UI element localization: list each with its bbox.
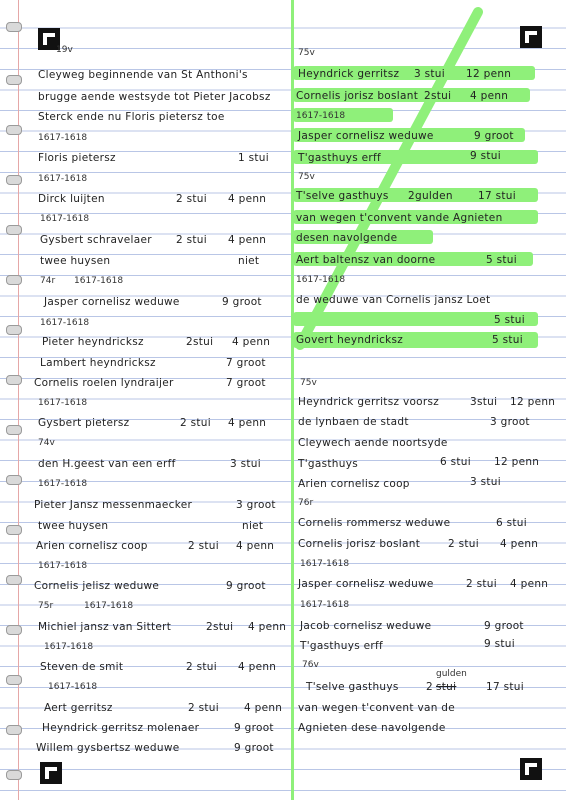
entry-text: den H.geest van een erff (38, 458, 176, 470)
entry-text: de weduwe van Cornelis jansz Loet (296, 294, 491, 306)
entry-text: Aert baltensz van doorne (296, 254, 436, 266)
entry-amount: 4 penn (238, 661, 277, 673)
year-label: 1617-1618 (296, 111, 346, 121)
entry-amount: 9 stui (484, 638, 515, 650)
entry-amount: 2stui (186, 336, 214, 348)
entry-amount: 4 penn (232, 336, 271, 348)
entry-amount: 3stui (470, 396, 498, 408)
entry-text: Heyndrick gerritsz (298, 68, 400, 80)
entry-amount: 2 stui (448, 538, 479, 550)
entry-text: Cornelis jorisz boslant (298, 538, 421, 550)
entry-text: T'selve gasthuys (296, 190, 389, 202)
entry-amount: 4 penn (236, 540, 275, 552)
entry-text: van wegen t'convent vande Agnieten (296, 212, 503, 224)
year-label: 1617-1618 (296, 275, 346, 285)
struck-word: stui (436, 681, 457, 693)
entry-amount: 5 stui (494, 314, 525, 326)
entry-text: T'selve gasthuys (306, 681, 399, 693)
entry-amount: 4 penn (470, 90, 509, 102)
entry-amount: 2 (426, 681, 433, 693)
entry-text: van wegen t'convent van de (298, 702, 456, 714)
folio-number: 75v (298, 172, 315, 182)
interlinear-insert: gulden (436, 669, 467, 679)
year-label: 1617-1618 (38, 174, 88, 184)
entry-amount: 4 penn (248, 621, 287, 633)
year-label: 1617-1618 (38, 133, 88, 143)
entry-text: Jasper cornelisz weduwe (44, 296, 180, 308)
entry-amount: 2 stui (180, 417, 211, 429)
entry-amount: 4 penn (228, 417, 267, 429)
entry-amount: 9 groot (474, 130, 514, 142)
entry-amount: 3 stui (230, 458, 261, 470)
entry-text: Pieter Jansz messenmaecker (34, 499, 193, 511)
entry-amount: 12 penn (510, 396, 556, 408)
entry-amount: 5 stui (486, 254, 517, 266)
entry-amount: 2stui (206, 621, 234, 633)
entry-amount: 9 stui (470, 150, 501, 162)
entry-amount: 6 stui (440, 456, 471, 468)
entry-text: Cornelis rommersz weduwe (298, 517, 451, 529)
year-label: 1617-1618 (38, 479, 88, 489)
year-label: 1617-1618 (38, 561, 88, 571)
entry-amount: 17 stui (486, 681, 524, 693)
entry-text: Jasper cornelisz weduwe (298, 578, 434, 590)
entry-text: Floris pietersz (38, 152, 116, 164)
entry-amount: 9 groot (234, 722, 274, 734)
entry-amount: 7 groot (226, 357, 266, 369)
entry-text: Michiel jansz van Sittert (38, 621, 172, 633)
entry-amount: 7 groot (226, 377, 266, 389)
entry-text: Heyndrick gerritsz voorsz (298, 396, 440, 408)
entry-amount: 2 stui (188, 702, 219, 714)
entry-amount: 9 groot (222, 296, 262, 308)
entry-amount: 2stui (424, 90, 452, 102)
entry-text: Heyndrick gerritsz molenaer (42, 722, 200, 734)
entry-text: Lambert heyndricksz (40, 357, 156, 369)
entry-text: Agnieten dese navolgende (298, 722, 446, 734)
entry-text: Steven de smit (40, 661, 124, 673)
entry-amount: 9 groot (484, 620, 524, 632)
year-label: 1617-1618 (84, 601, 134, 611)
entry-text: T'gasthuys (298, 458, 358, 470)
entry-text: Willem gysbertsz weduwe (36, 742, 180, 754)
entry-amount: 3 groot (490, 416, 530, 428)
entry-amount: 6 stui (496, 517, 527, 529)
entry-text: Gysbert pietersz (38, 417, 130, 429)
entry-amount: 4 penn (228, 193, 267, 205)
entry-amount: 4 penn (228, 234, 267, 246)
entry-amount: 5 stui (492, 334, 523, 346)
entry-text: T'gasthuys erff (298, 152, 381, 164)
entry-text: Cleyweg beginnende van St Anthoni's (38, 69, 248, 81)
entry-amount: 1 stui (238, 152, 269, 164)
entry-text: Jacob cornelisz weduwe (300, 620, 432, 632)
entry-text: Sterck ende nu Floris pietersz toe (38, 111, 225, 123)
entry-amount: 2 stui (176, 234, 207, 246)
entry-text: Jasper cornelisz weduwe (298, 130, 434, 142)
entry-amount: 3 stui (470, 476, 501, 488)
folio-number: 74v (38, 438, 55, 448)
folio-number: 75v (298, 48, 315, 58)
entry-text: twee huysen (40, 255, 111, 267)
entry-amount: 4 penn (244, 702, 283, 714)
entry-text: Gysbert schravelaer (40, 234, 152, 246)
entry-text: Cornelis roelen lyndraijer (34, 377, 174, 389)
year-label: 1617-1618 (74, 276, 124, 286)
entry-amount: 2gulden (408, 190, 453, 202)
entry-amount: niet (238, 255, 260, 267)
entry-amount: 2 stui (176, 193, 207, 205)
entry-amount: 9 groot (226, 580, 266, 592)
entry-text: Arien cornelisz coop (36, 540, 148, 552)
entry-text: de lynbaen de stadt (298, 416, 409, 428)
entry-text: Pieter heyndricksz (42, 336, 144, 348)
entry-amount: niet (242, 520, 264, 532)
entry-amount: 9 groot (234, 742, 274, 754)
entry-text: Cornelis jorisz boslant (296, 90, 419, 102)
entry-amount: 17 stui (478, 190, 516, 202)
entry-amount: 4 penn (510, 578, 549, 590)
year-label: 1617-1618 (300, 559, 350, 569)
entry-text: brugge aende westsyde tot Pieter Jacobsz (38, 91, 271, 103)
year-label: 1617-1618 (38, 398, 88, 408)
entry-amount: 3 groot (236, 499, 276, 511)
folio-number: 75r (38, 601, 54, 611)
folio-number: 74r (40, 276, 56, 286)
entry-amount: 12 penn (466, 68, 512, 80)
entry-amount: 2 stui (466, 578, 497, 590)
entry-text: T'gasthuys erff (300, 640, 383, 652)
entry-amount: 2 stui (188, 540, 219, 552)
entry-text: Cornelis jelisz weduwe (34, 580, 160, 592)
entry-text: desen navolgende (296, 232, 398, 244)
folio-number: 76v (302, 660, 319, 670)
entry-text: Aert gerritsz (44, 702, 113, 714)
entry-text: twee huysen (38, 520, 109, 532)
folio-number: 19v (56, 45, 73, 55)
year-label: 1617-1618 (40, 318, 90, 328)
entry-text: Dirck luijten (38, 193, 105, 205)
entry-amount: 3 stui (414, 68, 445, 80)
entry-text: Cleywech aende noortsyde (298, 437, 448, 449)
year-label: 1617-1618 (40, 214, 90, 224)
entry-amount: 4 penn (500, 538, 539, 550)
year-label: 1617-1618 (44, 642, 94, 652)
entry-text: Govert heyndricksz (296, 334, 404, 346)
folio-number: 76r (298, 498, 314, 508)
folio-number: 75v (300, 378, 317, 388)
year-label: 1617-1618 (48, 682, 98, 692)
entry-amount: 2 stui (186, 661, 217, 673)
entry-amount: 12 penn (494, 456, 540, 468)
year-label: 1617-1618 (300, 600, 350, 610)
entry-text: Arien cornelisz coop (298, 478, 410, 490)
